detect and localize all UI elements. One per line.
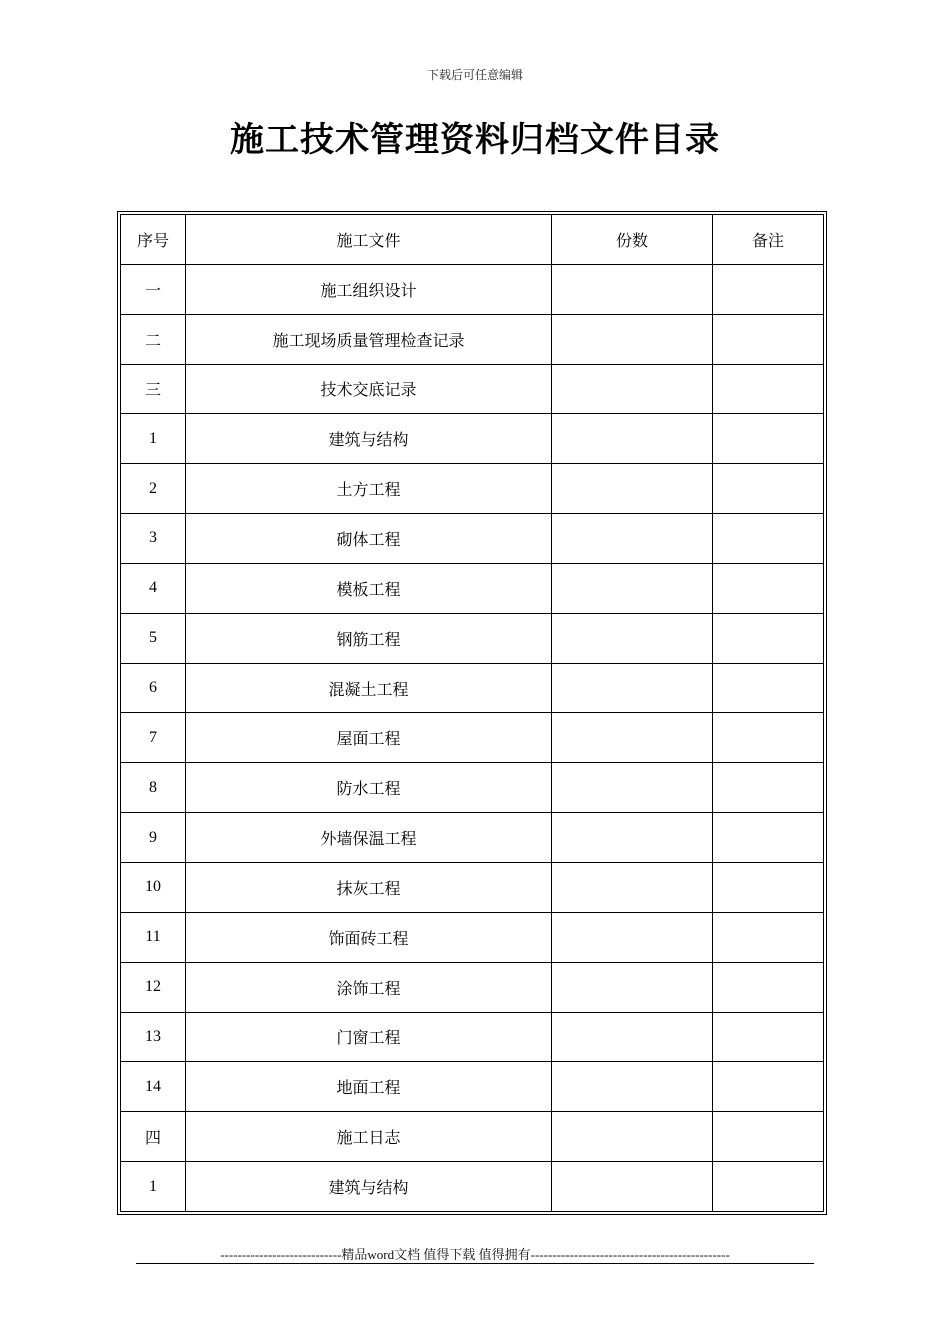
cell-note — [713, 763, 824, 813]
cell-no: 6 — [121, 663, 186, 713]
header-note: 下载后可任意编辑 — [426, 68, 523, 82]
cell-file: 砌体工程 — [186, 514, 552, 564]
cell-count — [552, 1062, 713, 1112]
cell-count — [552, 663, 713, 713]
cell-note — [713, 713, 824, 763]
cell-note — [713, 1012, 824, 1062]
cell-no: 10 — [121, 862, 186, 912]
cell-no: 1 — [121, 414, 186, 464]
cell-file: 涂饰工程 — [186, 962, 552, 1012]
table-row — [121, 1062, 824, 1112]
cell-file: 施工日志 — [186, 1112, 552, 1162]
table-header-row — [121, 215, 824, 265]
cell-no: 14 — [121, 1062, 186, 1112]
table-row — [121, 563, 824, 613]
cell-note — [713, 912, 824, 962]
table-row — [121, 1162, 824, 1212]
archive-table-frame — [117, 211, 827, 1215]
cell-no: 8 — [121, 763, 186, 813]
table-row — [121, 663, 824, 713]
footer-text: ----------------------------精品word文档 值得下载 值得拥有---------------------------------------------- — [220, 1247, 730, 1262]
footer-divider — [136, 1263, 814, 1264]
document-title: 施工技术管理资料归档文件目录 — [230, 120, 720, 160]
cell-note — [713, 613, 824, 663]
cell-count — [552, 464, 713, 514]
cell-file: 饰面砖工程 — [186, 912, 552, 962]
table-row — [121, 813, 824, 863]
table-row — [121, 314, 824, 364]
cell-note — [713, 364, 824, 414]
table-row — [121, 713, 824, 763]
cell-no: 5 — [121, 613, 186, 663]
cell-file: 钢筋工程 — [186, 613, 552, 663]
cell-note — [713, 563, 824, 613]
cell-file: 技术交底记录 — [186, 364, 552, 414]
cell-no: 7 — [121, 713, 186, 763]
cell-count — [552, 763, 713, 813]
cell-no: 2 — [121, 464, 186, 514]
cell-count — [552, 563, 713, 613]
cell-file: 抹灰工程 — [186, 862, 552, 912]
cell-count — [552, 314, 713, 364]
table-row — [121, 912, 824, 962]
cell-no: 11 — [121, 912, 186, 962]
cell-count — [552, 364, 713, 414]
cell-file: 外墙保温工程 — [186, 813, 552, 863]
cell-note — [713, 1162, 824, 1212]
table-row — [121, 464, 824, 514]
cell-note — [713, 862, 824, 912]
cell-no: 四 — [121, 1112, 186, 1162]
cell-file: 建筑与结构 — [186, 414, 552, 464]
cell-no: 1 — [121, 1162, 186, 1212]
cell-count — [552, 912, 713, 962]
header-cell-note: 备注 — [713, 215, 824, 265]
table-row — [121, 1112, 824, 1162]
cell-file: 屋面工程 — [186, 713, 552, 763]
cell-file: 模板工程 — [186, 563, 552, 613]
cell-file: 土方工程 — [186, 464, 552, 514]
header-cell-file: 施工文件 — [186, 215, 552, 265]
cell-count — [552, 1012, 713, 1062]
cell-count — [552, 862, 713, 912]
cell-note — [713, 414, 824, 464]
table-row — [121, 613, 824, 663]
cell-no: 4 — [121, 563, 186, 613]
cell-file: 混凝土工程 — [186, 663, 552, 713]
cell-no: 一 — [121, 264, 186, 314]
cell-count — [552, 962, 713, 1012]
cell-count — [552, 264, 713, 314]
cell-no: 9 — [121, 813, 186, 863]
cell-count — [552, 414, 713, 464]
table-row — [121, 1012, 824, 1062]
cell-count — [552, 713, 713, 763]
cell-note — [713, 1112, 824, 1162]
cell-file: 建筑与结构 — [186, 1162, 552, 1212]
cell-count — [552, 813, 713, 863]
cell-note — [713, 264, 824, 314]
table-row — [121, 962, 824, 1012]
cell-count — [552, 1112, 713, 1162]
cell-note — [713, 962, 824, 1012]
header-cell-no: 序号 — [121, 215, 186, 265]
table-row — [121, 264, 824, 314]
cell-no: 13 — [121, 1012, 186, 1062]
cell-file: 地面工程 — [186, 1062, 552, 1112]
cell-no: 3 — [121, 514, 186, 564]
archive-file-table — [120, 214, 824, 1212]
cell-note — [713, 1062, 824, 1112]
table-row — [121, 514, 824, 564]
cell-count — [552, 514, 713, 564]
header-cell-count: 份数 — [552, 215, 713, 265]
cell-note — [713, 464, 824, 514]
cell-file: 施工组织设计 — [186, 264, 552, 314]
cell-file: 门窗工程 — [186, 1012, 552, 1062]
table-row — [121, 364, 824, 414]
cell-note — [713, 663, 824, 713]
cell-note — [713, 813, 824, 863]
cell-note — [713, 314, 824, 364]
cell-file: 防水工程 — [186, 763, 552, 813]
cell-note — [713, 514, 824, 564]
cell-no: 三 — [121, 364, 186, 414]
cell-no: 12 — [121, 962, 186, 1012]
cell-count — [552, 1162, 713, 1212]
cell-file: 施工现场质量管理检查记录 — [186, 314, 552, 364]
table-row — [121, 414, 824, 464]
cell-count — [552, 613, 713, 663]
table-row — [121, 862, 824, 912]
table-row — [121, 763, 824, 813]
cell-no: 二 — [121, 314, 186, 364]
